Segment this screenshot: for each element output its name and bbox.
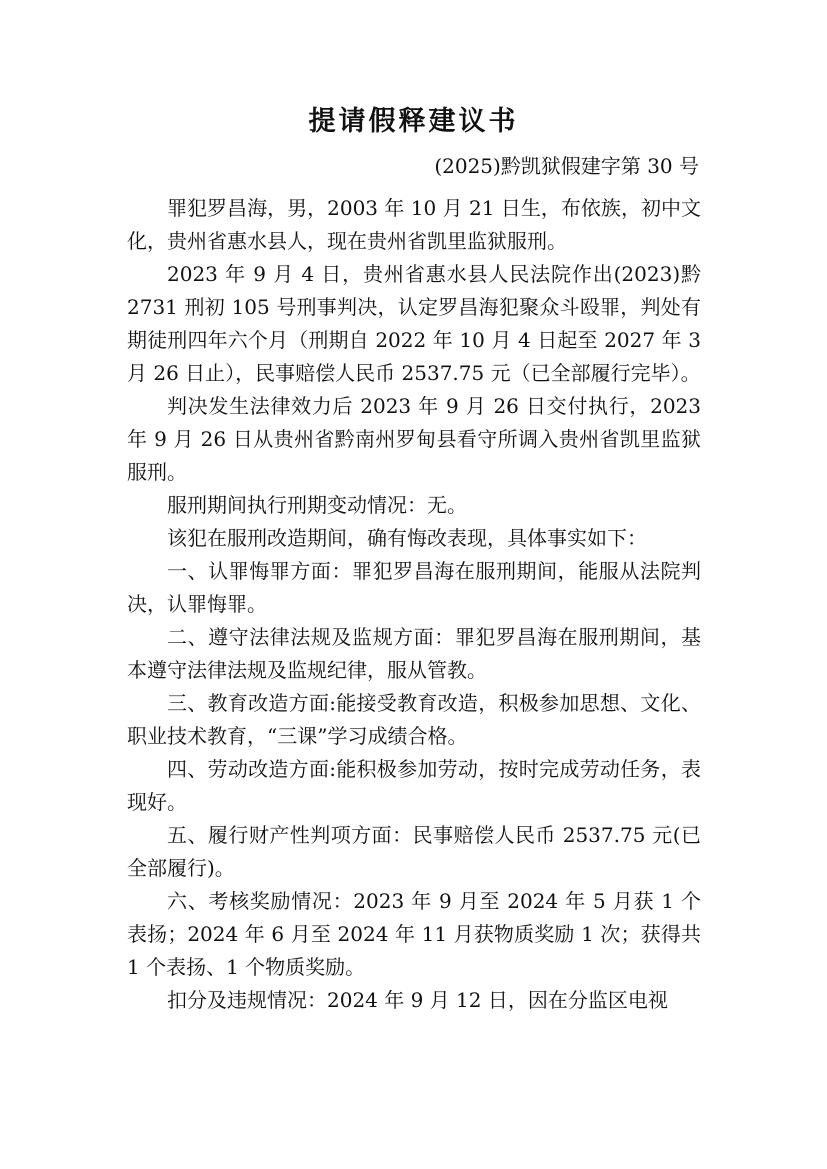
paragraph-admit-guilt: 一、认罪悔罪方面：罪犯罗昌海在服刑期间，能服从法院判决，认罪悔罪。 [127, 559, 701, 616]
paragraph-labor: 四、劳动改造方面:能积极参加劳动，按时完成劳动任务，表现好。 [127, 757, 701, 814]
document-title: 提请假释建议书 [308, 106, 519, 137]
paragraph-execution: 判决发生法律效力后 2023 年 9 月 26 日交付执行，2023 年 9 月 26 日从贵州省黔南州罗甸县看守所调入贵州省凯里监狱服刑。 [127, 394, 701, 484]
document-number: (2025)黔凯狱假建字第 30 号 [434, 154, 699, 178]
paragraph-sentence-change: 服刑期间执行刑期变动情况：无。 [167, 493, 467, 517]
paragraph-repentance-intro: 该犯在服刑改造期间，确有悔改表现，具体事实如下： [167, 526, 647, 550]
paragraph-judgment: 2023 年 9 月 4 日，贵州省惠水县人民法院作出(2023)黔 2731 刑初 105 号刑事判决，认定罗昌海犯聚众斗殴罪，判处有期徒刑四年六个月（刑期自 2022 年 10 月 4 日起至 2027 年 3 月 26 日止），民事赔偿人民币 2537.75 元（已全部履行完毕）。 [127, 262, 701, 385]
paragraph-criminal-info: 罪犯罗昌海，男，2003 年 10 月 21 日生，布依族，初中文化，贵州省惠水县人，现在贵州省凯里监狱服刑。 [127, 196, 701, 253]
paragraph-obey-rules: 二、遵守法律法规及监规方面：罪犯罗昌海在服刑期间，基本遵守法律法规及监规纪律，服从管教。 [127, 625, 701, 682]
document-body [127, 192, 701, 1017]
paragraph-education: 三、教育改造方面:能接受教育改造，积极参加思想、文化、职业技术教育，“三课”学习成绩合格。 [127, 691, 701, 748]
paragraph-property: 五、履行财产性判项方面：民事赔偿人民币 2537.75 元(已全部履行)。 [127, 823, 701, 880]
paragraph-rewards: 六、考核奖励情况：2023 年 9 月至 2024 年 5 月获 1 个表扬；2024 年 6 月至 2024 年 11 月获物质奖励 1 次；获得共 1 个表扬、1 个物质奖励。 [127, 889, 701, 979]
paragraph-violations: 扣分及违规情况：2024 年 9 月 12 日，因在分监区电视 [167, 988, 668, 1012]
